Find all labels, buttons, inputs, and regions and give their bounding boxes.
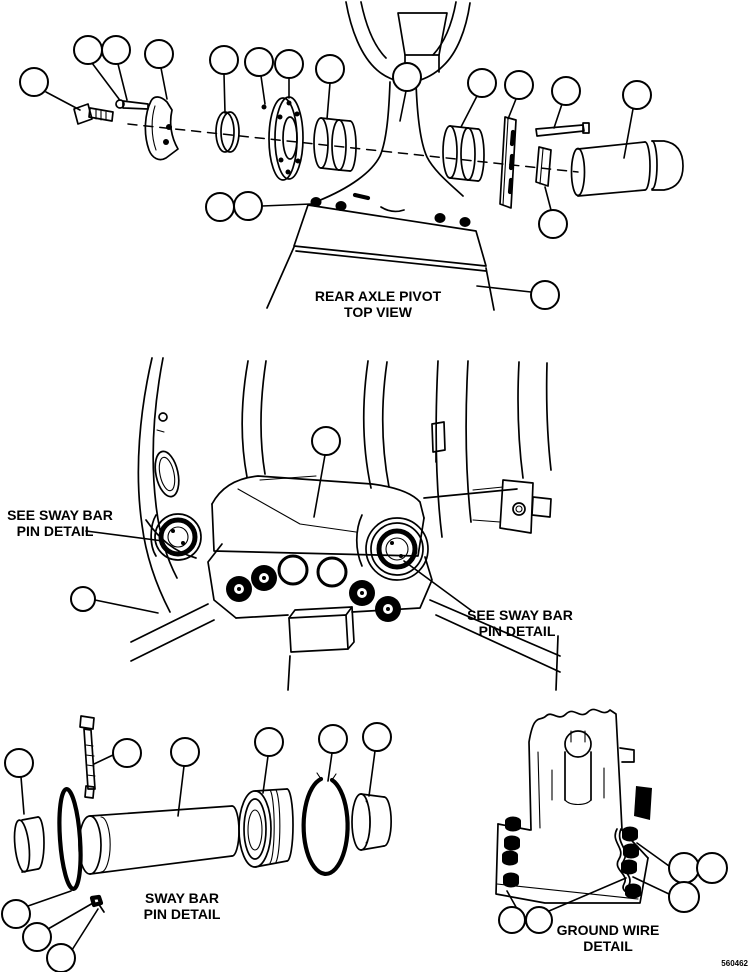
callout-balloon: [2, 900, 30, 928]
callout-leader: [637, 843, 669, 866]
callout-balloon: [275, 50, 303, 78]
sleeve: [352, 794, 391, 850]
frame-band: [518, 362, 523, 478]
callout-leader: [400, 91, 406, 121]
callout-balloon: [255, 728, 283, 756]
label-see-sway-left-line1: SEE SWAY BAR: [7, 507, 113, 523]
frame-band: [242, 361, 248, 477]
callout-leader: [263, 756, 268, 793]
callout-balloon: [669, 853, 699, 883]
label-see-sway-right-line2: PIN DETAIL: [478, 623, 556, 639]
callout-balloon: [171, 738, 199, 766]
snap-ring: [304, 773, 348, 874]
callout-balloon: [206, 193, 234, 221]
label-top-view-line2: TOP VIEW: [344, 304, 412, 320]
callout-leader: [461, 96, 477, 127]
axle-pivot-casting: [318, 2, 470, 211]
callout-balloon: [5, 749, 33, 777]
callout-leader: [327, 83, 330, 119]
callout-leader: [92, 63, 119, 99]
label-top-view-line1: REAR AXLE PIVOT: [314, 288, 442, 304]
callout-leader: [549, 878, 626, 911]
callout-leader: [28, 891, 71, 906]
callout-leader: [48, 903, 93, 929]
small-bolt: [116, 100, 148, 109]
callout-balloon: [245, 48, 273, 76]
callout-leader: [261, 76, 265, 104]
callout-balloon: [319, 725, 347, 753]
callout-leader: [369, 751, 375, 796]
label-ground-detail-line1: GROUND WIRE: [556, 922, 660, 938]
bushing-row: [226, 556, 401, 622]
callout-balloon: [363, 723, 391, 751]
callout-balloon: [505, 71, 533, 99]
frame-band: [383, 362, 389, 487]
hex-nuts-right: [621, 827, 641, 899]
callout-layer: [2, 36, 727, 972]
callout-leader: [161, 68, 167, 99]
callout-balloon: [210, 46, 238, 74]
callout-leader: [72, 909, 98, 950]
callout-balloon: [234, 192, 262, 220]
callout-leader: [328, 753, 332, 781]
callout-balloon: [393, 63, 421, 91]
label-see-sway-right-line1: SEE SWAY BAR: [467, 607, 573, 623]
callout-leader: [21, 777, 24, 814]
frame-plate: [529, 709, 652, 830]
callout-leader: [554, 104, 562, 128]
callout-leader: [477, 286, 531, 292]
callout-leader: [314, 455, 325, 517]
callout-balloon: [145, 40, 173, 68]
callout-balloon: [312, 427, 340, 455]
rear-axle-assembly-view: [131, 358, 560, 690]
thrust-washer: [216, 112, 239, 152]
callout-balloon: [113, 739, 141, 767]
pivot-pin: [572, 141, 684, 196]
callout-balloon: [539, 210, 567, 238]
callout-balloon: [71, 587, 95, 611]
hex-nuts-left: [502, 817, 521, 888]
right-bracket: [473, 480, 551, 533]
box: [289, 607, 354, 652]
frame-band: [364, 361, 371, 488]
callout-balloon: [499, 907, 525, 933]
callout-leader: [507, 891, 516, 907]
callout-balloon: [468, 69, 496, 97]
bearing: [239, 789, 293, 867]
end-cap: [12, 817, 44, 873]
callout-balloon: [623, 81, 651, 109]
frame-band: [547, 363, 551, 470]
callout-leader: [224, 74, 225, 113]
callout-balloon: [23, 923, 51, 951]
label-sway-detail-line2: PIN DETAIL: [143, 906, 221, 922]
callout-leader: [624, 109, 633, 158]
bushing-pair-right: [443, 126, 484, 181]
pin-bolt: [80, 716, 95, 798]
callout-balloon: [669, 882, 699, 912]
callout-balloon: [74, 36, 102, 64]
callout-leader: [178, 766, 184, 816]
callout-leader: [46, 92, 80, 110]
frame-band: [436, 361, 442, 537]
callout-leader: [118, 64, 127, 100]
flange-plate: [269, 97, 303, 180]
dowel-pin: [536, 123, 589, 136]
callout-balloon: [47, 944, 75, 972]
callout-balloon: [552, 77, 580, 105]
callout-leader: [508, 99, 516, 119]
plug: [262, 105, 267, 110]
wedge-plate: [536, 147, 551, 186]
callout-balloon: [526, 907, 552, 933]
callout-leader: [95, 600, 158, 613]
pivot-bolt: [74, 104, 113, 124]
shim-plate: [500, 117, 516, 208]
sway-bar-pin: [79, 806, 239, 874]
left-frame-arm: [138, 358, 196, 612]
callout-balloon: [531, 281, 559, 309]
callout-leader: [545, 187, 551, 210]
label-ground-detail-line2: DETAIL: [583, 938, 633, 954]
figure-code: 560462: [721, 959, 748, 968]
label-see-sway-left-line2: PIN DETAIL: [16, 523, 94, 539]
callout-balloon: [20, 68, 48, 96]
latch: [432, 422, 445, 462]
callout-leader: [262, 204, 311, 206]
label-sway-detail-line1: SWAY BAR: [145, 890, 219, 906]
callout-balloon: [697, 853, 727, 883]
callout-balloon: [102, 36, 130, 64]
frame-band: [466, 361, 471, 522]
pivot-housing: [131, 476, 560, 690]
callout-balloon: [316, 55, 344, 83]
ground-wire-detail-view: [496, 709, 652, 903]
frame-band: [261, 361, 266, 474]
callout-leader: [94, 755, 113, 764]
